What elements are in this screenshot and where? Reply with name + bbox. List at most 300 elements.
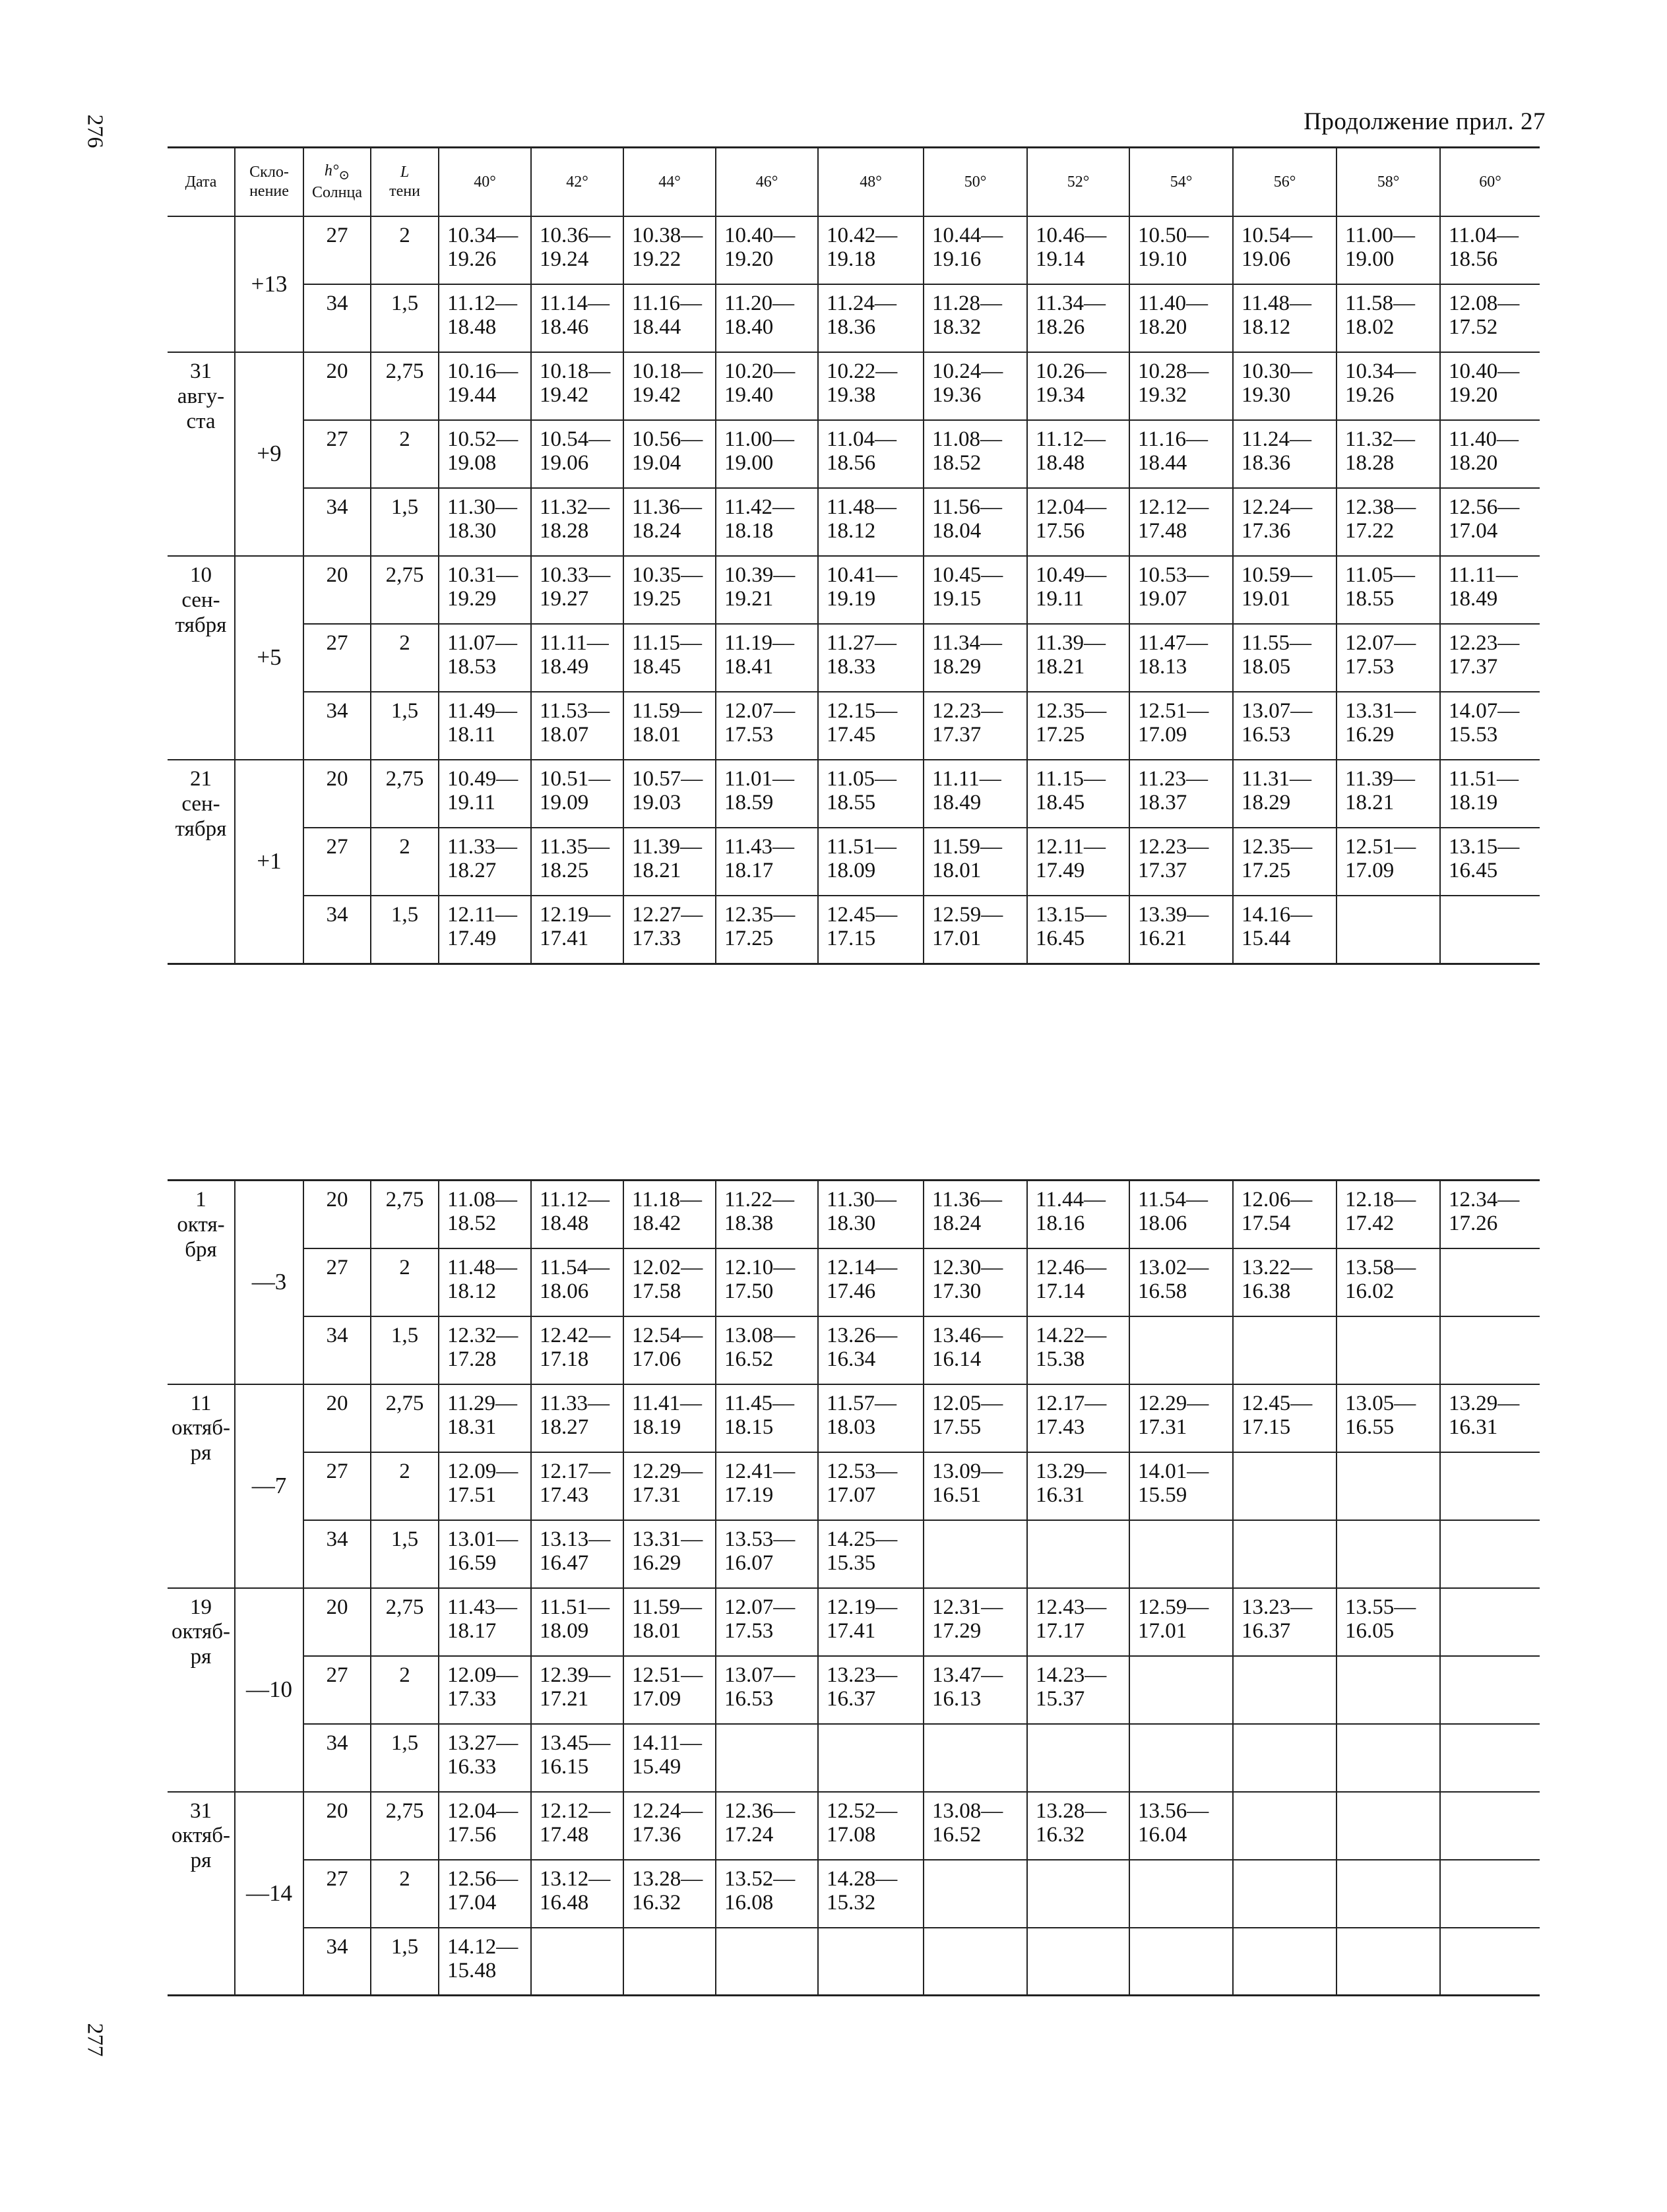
time-start: 11.12—: [540, 1188, 610, 1212]
time-end: 18.06: [1138, 1212, 1187, 1236]
shadow-length-cell: 2: [371, 1248, 439, 1316]
time-end: 18.44: [1138, 451, 1187, 476]
time-range-cell: [531, 352, 623, 420]
time-start: 12.11—: [447, 903, 518, 927]
time-range-cell: [439, 1724, 531, 1792]
table-row: [168, 624, 1540, 692]
time-end: 15.59: [1138, 1483, 1187, 1507]
time-range-cell: [1129, 488, 1233, 556]
table-row: [168, 1724, 1540, 1792]
time-start: 10.24—: [932, 359, 1003, 383]
time-range-cell: [439, 284, 531, 352]
time-end: 17.54: [1242, 1212, 1291, 1236]
time-end: 17.48: [1138, 519, 1187, 543]
shadow-length-cell: 2: [371, 1452, 439, 1520]
time-range-cell: [716, 1724, 818, 1792]
time-start: 12.59—: [1138, 1595, 1209, 1619]
time-range-cell: [1129, 1792, 1233, 1860]
time-end: 17.01: [932, 927, 982, 951]
time-range-cell: [1337, 1248, 1440, 1316]
time-range-cell: [1440, 1656, 1540, 1724]
time-end: 18.28: [1345, 451, 1395, 476]
table-row: [168, 828, 1540, 896]
time-end: 16.59: [447, 1551, 497, 1575]
time-start: 10.41—: [827, 563, 898, 587]
time-range-cell: [818, 1860, 924, 1928]
time-range-cell: [1440, 1860, 1540, 1928]
time-start: 10.36—: [540, 224, 611, 247]
time-start: 10.45—: [932, 563, 1003, 587]
time-range-cell: [924, 352, 1027, 420]
time-start: 11.12—: [1036, 427, 1106, 451]
sun-height-cell: 20: [303, 556, 371, 624]
time-start: 11.15—: [1036, 767, 1106, 791]
date-line: 31: [190, 359, 212, 383]
time-end: 19.24: [540, 247, 589, 272]
time-start: 12.11—: [1036, 835, 1106, 859]
time-end: 17.21: [540, 1686, 589, 1711]
sun-height-cell: 20: [303, 352, 371, 420]
time-start: 12.36—: [724, 1798, 796, 1823]
time-end: 16.53: [1242, 723, 1291, 747]
time-end: 17.43: [540, 1483, 589, 1507]
time-range-cell: [531, 1384, 623, 1452]
time-range-cell: [1440, 624, 1540, 692]
date-cell: [168, 556, 235, 760]
time-start: 11.48—: [827, 495, 897, 519]
time-range-cell: [924, 1588, 1027, 1656]
time-end: 17.31: [1138, 1415, 1187, 1439]
time-range-cell: [1440, 420, 1540, 488]
time-end: 16.29: [1345, 723, 1395, 747]
time-end: 17.45: [827, 723, 876, 747]
time-end: 19.07: [1138, 587, 1187, 611]
time-range-cell: [716, 1588, 818, 1656]
time-range-cell: [1440, 1724, 1540, 1792]
time-end: 19.18: [827, 247, 876, 272]
time-start: 13.07—: [724, 1663, 796, 1687]
time-range-cell: [1129, 1724, 1233, 1792]
time-start: 12.53—: [827, 1459, 898, 1483]
time-range-cell: [1440, 1452, 1540, 1520]
time-end: 19.34: [1036, 383, 1085, 408]
time-end: 16.32: [1036, 1822, 1085, 1847]
time-end: 18.25: [540, 859, 589, 883]
time-range-cell: [1233, 1181, 1337, 1248]
time-range-cell: [716, 1792, 818, 1860]
shadow-length-cell: 2: [371, 216, 439, 284]
time-end: 18.48: [1036, 451, 1085, 476]
time-start: 11.54—: [1138, 1188, 1209, 1212]
time-start: 11.36—: [932, 1188, 1003, 1212]
time-range-cell: [1337, 1316, 1440, 1384]
time-end: 18.06: [540, 1279, 589, 1303]
time-end: 15.32: [827, 1890, 876, 1915]
time-range-cell: [716, 1452, 818, 1520]
time-end: 16.15: [540, 1754, 589, 1779]
time-end: 17.29: [932, 1618, 982, 1643]
time-end: 19.30: [1242, 383, 1291, 408]
time-start: 12.45—: [1242, 1391, 1313, 1415]
time-range-cell: [1027, 1792, 1129, 1860]
time-range-cell: [439, 828, 531, 896]
time-start: 12.18—: [1345, 1188, 1416, 1212]
date-line: ря: [190, 1849, 212, 1873]
time-end: 17.25: [1036, 723, 1085, 747]
time-end: 16.31: [1449, 1415, 1498, 1439]
time-end: 16.47: [540, 1551, 589, 1575]
time-end: 18.38: [724, 1212, 774, 1236]
time-range-cell: [1129, 1452, 1233, 1520]
header-latitude: 40°: [439, 148, 531, 217]
time-end: 18.33: [827, 655, 876, 679]
time-end: 19.19: [827, 587, 876, 611]
time-start: 11.04—: [1449, 224, 1519, 247]
time-start: 12.52—: [827, 1798, 898, 1823]
time-end: 17.18: [540, 1347, 589, 1371]
time-range-cell: [1129, 1181, 1233, 1248]
time-start: 11.57—: [827, 1391, 897, 1415]
time-end: 18.52: [447, 1212, 497, 1236]
time-end: 17.55: [932, 1415, 982, 1439]
time-end: 18.20: [1449, 451, 1498, 476]
time-start: 13.55—: [1345, 1595, 1416, 1619]
time-start: 12.23—: [932, 699, 1003, 723]
header-latitude: 58°: [1337, 148, 1440, 217]
time-end: 18.32: [932, 315, 982, 340]
shadow-length-cell: 2: [371, 1860, 439, 1928]
time-end: 18.56: [1449, 247, 1498, 272]
time-end: 19.04: [632, 451, 681, 476]
time-start: 12.07—: [1345, 631, 1416, 655]
time-start: 11.51—: [827, 835, 897, 859]
time-start: 11.53—: [540, 699, 610, 723]
declination-cell: —14: [235, 1792, 303, 1996]
time-range-cell: [1440, 216, 1540, 284]
shadow-length-cell: 2,75: [371, 556, 439, 624]
time-range-cell: [1440, 828, 1540, 896]
time-start: 11.55—: [1242, 631, 1312, 655]
time-range-cell: [1129, 1656, 1233, 1724]
time-start: 11.35—: [540, 835, 610, 859]
time-range-cell: [924, 1248, 1027, 1316]
time-start: 13.28—: [1036, 1798, 1107, 1823]
time-range-cell: [439, 1520, 531, 1588]
time-end: 18.46: [540, 315, 589, 340]
time-range-cell: [623, 1181, 716, 1248]
table-row: [168, 692, 1540, 760]
time-start: 10.40—: [724, 224, 796, 247]
time-start: 12.31—: [932, 1595, 1003, 1619]
time-start: 12.10—: [724, 1255, 796, 1279]
declination-cell: +1: [235, 760, 303, 964]
sun-height-cell: 20: [303, 1792, 371, 1860]
time-range-cell: [439, 692, 531, 760]
time-end: 17.37: [932, 723, 982, 747]
date-cell: [168, 1181, 235, 1384]
time-start: 11.34—: [1036, 292, 1106, 315]
date-line: ря: [190, 1441, 212, 1465]
time-range-cell: [924, 1724, 1027, 1792]
time-range-cell: [716, 284, 818, 352]
time-start: 11.39—: [1036, 631, 1106, 655]
time-end: 19.26: [1345, 383, 1395, 408]
time-start: 11.47—: [1138, 631, 1209, 655]
time-range-cell: [1129, 420, 1233, 488]
time-range-cell: [818, 760, 924, 828]
declination-cell: +5: [235, 556, 303, 760]
time-start: 10.54—: [1242, 224, 1313, 247]
time-start: 13.26—: [827, 1323, 898, 1347]
time-start: 11.04—: [827, 427, 897, 451]
time-range-cell: [818, 420, 924, 488]
time-start: 11.20—: [724, 292, 795, 315]
time-range-cell: [1129, 624, 1233, 692]
time-start: 10.40—: [1449, 359, 1520, 383]
sun-height-cell: 27: [303, 420, 371, 488]
time-range-cell: [1233, 1588, 1337, 1656]
time-start: 13.39—: [1138, 903, 1209, 927]
time-start: 11.40—: [1138, 292, 1209, 315]
table-row: [168, 216, 1540, 284]
time-range-cell: [1337, 1588, 1440, 1656]
time-end: 17.58: [632, 1279, 681, 1303]
time-start: 14.07—: [1449, 699, 1520, 723]
sun-height-cell: 34: [303, 1520, 371, 1588]
header-latitude: 48°: [818, 148, 924, 217]
time-start: 11.43—: [724, 835, 795, 859]
declination-cell: —10: [235, 1588, 303, 1792]
header-latitude: 42°: [531, 148, 623, 217]
time-range-cell: [1337, 692, 1440, 760]
time-range-cell: [818, 352, 924, 420]
time-start: 11.56—: [932, 495, 1003, 519]
date-line: октяб-: [171, 1620, 231, 1644]
time-end: 17.08: [827, 1822, 876, 1847]
time-range-cell: [1129, 692, 1233, 760]
time-start: 12.05—: [932, 1391, 1003, 1415]
time-range-cell: [1129, 1520, 1233, 1588]
time-end: 19.03: [632, 791, 681, 815]
table-row: [168, 1588, 1540, 1656]
time-start: 11.16—: [632, 292, 703, 315]
time-end: 17.24: [724, 1822, 774, 1847]
time-range-cell: [1233, 488, 1337, 556]
time-range-cell: [1337, 1860, 1440, 1928]
sun-height-cell: 34: [303, 1928, 371, 1996]
time-range-cell: [1233, 760, 1337, 828]
time-start: 10.50—: [1138, 224, 1209, 247]
time-end: 17.04: [447, 1890, 497, 1915]
header-latitude: 60°: [1440, 148, 1540, 217]
time-start: 12.23—: [1449, 631, 1520, 655]
time-start: 11.08—: [447, 1188, 518, 1212]
time-end: 19.00: [1345, 247, 1395, 272]
time-start: 11.54—: [540, 1255, 610, 1279]
table-body: [168, 1181, 1540, 1996]
time-range-cell: [623, 1520, 716, 1588]
time-end: 16.29: [632, 1551, 681, 1575]
time-range-cell: [716, 420, 818, 488]
time-end: 15.49: [632, 1754, 681, 1779]
shadow-length-cell: 2,75: [371, 1588, 439, 1656]
time-start: 11.24—: [1242, 427, 1312, 451]
shadow-length-cell: 1,5: [371, 896, 439, 964]
time-end: 15.38: [1036, 1347, 1085, 1371]
time-start: 10.49—: [1036, 563, 1107, 587]
time-range-cell: [1233, 216, 1337, 284]
time-range-cell: [531, 1520, 623, 1588]
time-start: 11.31—: [1242, 767, 1312, 791]
date-line: бря: [185, 1237, 217, 1262]
time-start: 12.04—: [447, 1798, 519, 1823]
time-end: 17.36: [1242, 519, 1291, 543]
time-range-cell: [716, 352, 818, 420]
time-range-cell: [1440, 1520, 1540, 1588]
time-start: 13.52—: [724, 1866, 796, 1891]
time-start: 13.46—: [932, 1323, 1003, 1347]
time-start: 14.12—: [447, 1934, 519, 1959]
time-end: 16.55: [1345, 1415, 1395, 1439]
time-end: 17.51: [447, 1483, 497, 1507]
date-line: ря: [190, 1645, 212, 1669]
time-range-cell: [1337, 1384, 1440, 1452]
time-range-cell: [1337, 1181, 1440, 1248]
time-end: 17.15: [827, 927, 876, 951]
time-start: 12.14—: [827, 1255, 898, 1279]
time-range-cell: [531, 760, 623, 828]
time-range-cell: [924, 1792, 1027, 1860]
time-end: 16.05: [1345, 1618, 1395, 1643]
time-range-cell: [1440, 760, 1540, 828]
time-end: 16.45: [1449, 859, 1498, 883]
time-end: 16.37: [1242, 1618, 1291, 1643]
time-start: 14.01—: [1138, 1459, 1209, 1483]
time-range-cell: [1027, 1860, 1129, 1928]
time-end: 16.31: [1036, 1483, 1085, 1507]
time-start: 11.08—: [932, 427, 1003, 451]
time-range-cell: [818, 1384, 924, 1452]
time-end: 19.44: [447, 383, 497, 408]
time-range-cell: [439, 1928, 531, 1996]
time-start: 13.23—: [1242, 1595, 1313, 1619]
time-range-cell: [1337, 352, 1440, 420]
time-range-cell: [716, 692, 818, 760]
time-end: 17.46: [827, 1279, 876, 1303]
time-range-cell: [924, 1860, 1027, 1928]
time-end: 16.48: [540, 1890, 589, 1915]
time-end: 18.36: [827, 315, 876, 340]
time-range-cell: [1027, 556, 1129, 624]
time-end: 18.45: [632, 655, 681, 679]
time-end: 17.25: [1242, 859, 1291, 883]
time-range-cell: [1440, 556, 1540, 624]
time-end: 18.55: [1345, 587, 1395, 611]
shadow-length-cell: 2: [371, 420, 439, 488]
time-range-cell: [531, 1928, 623, 1996]
date-cell: [168, 352, 235, 556]
date-line: 21: [190, 767, 212, 791]
time-range-cell: [439, 556, 531, 624]
time-range-cell: [818, 1316, 924, 1384]
time-start: 10.52—: [447, 427, 519, 451]
time-start: 13.58—: [1345, 1255, 1416, 1279]
time-start: 12.41—: [724, 1459, 796, 1483]
time-range-cell: [716, 896, 818, 964]
date-line: октяб-: [171, 1824, 231, 1848]
sun-height-cell: 20: [303, 1384, 371, 1452]
time-range-cell: [1440, 284, 1540, 352]
date-cell: [168, 760, 235, 964]
time-range-cell: [439, 488, 531, 556]
time-range-cell: [924, 488, 1027, 556]
time-range-cell: [531, 1792, 623, 1860]
time-range-cell: [818, 216, 924, 284]
time-range-cell: [1027, 352, 1129, 420]
time-start: 11.59—: [632, 1595, 703, 1619]
time-end: 17.26: [1449, 1212, 1498, 1236]
time-range-cell: [716, 216, 818, 284]
time-end: 18.42: [632, 1212, 681, 1236]
time-range-cell: [1027, 1656, 1129, 1724]
time-range-cell: [1233, 1928, 1337, 1996]
time-range-cell: [1027, 1452, 1129, 1520]
time-range-cell: [439, 624, 531, 692]
time-start: 13.02—: [1138, 1255, 1209, 1279]
sun-height-cell: 34: [303, 488, 371, 556]
time-end: 18.19: [632, 1415, 681, 1439]
time-end: 18.12: [447, 1279, 497, 1303]
time-end: 18.01: [632, 1618, 681, 1643]
time-range-cell: [1233, 1316, 1337, 1384]
time-range-cell: [924, 556, 1027, 624]
time-end: 18.01: [632, 723, 681, 747]
time-start: 12.51—: [1345, 835, 1416, 859]
time-range-cell: [623, 760, 716, 828]
time-end: 19.20: [724, 247, 774, 272]
declination-cell: +13: [235, 216, 303, 352]
time-end: 16.52: [724, 1347, 774, 1371]
time-end: 16.21: [1138, 927, 1187, 951]
time-start: 14.22—: [1036, 1323, 1107, 1347]
time-end: 19.26: [447, 247, 497, 272]
time-start: 10.56—: [632, 427, 703, 451]
time-end: 17.25: [724, 927, 774, 951]
time-end: 17.53: [724, 723, 774, 747]
table-row: [168, 352, 1540, 420]
time-range-cell: [924, 1520, 1027, 1588]
time-end: 18.15: [724, 1415, 774, 1439]
table-row: [168, 556, 1540, 624]
time-range-cell: [716, 556, 818, 624]
time-end: 16.34: [827, 1347, 876, 1371]
date-line: 11: [190, 1391, 212, 1415]
time-range-cell: [1233, 624, 1337, 692]
time-start: 13.29—: [1449, 1391, 1520, 1415]
time-range-cell: [623, 352, 716, 420]
table-row: [168, 1181, 1540, 1248]
time-range-cell: [1337, 1452, 1440, 1520]
time-range-cell: [1129, 828, 1233, 896]
time-range-cell: [1440, 1928, 1540, 1996]
time-range-cell: [1027, 1316, 1129, 1384]
declination-cell: —7: [235, 1384, 303, 1588]
sun-height-cell: 34: [303, 896, 371, 964]
time-end: 17.33: [447, 1686, 497, 1711]
time-range-cell: [818, 1792, 924, 1860]
time-start: 12.07—: [724, 1595, 796, 1619]
sun-height-cell: 27: [303, 1452, 371, 1520]
